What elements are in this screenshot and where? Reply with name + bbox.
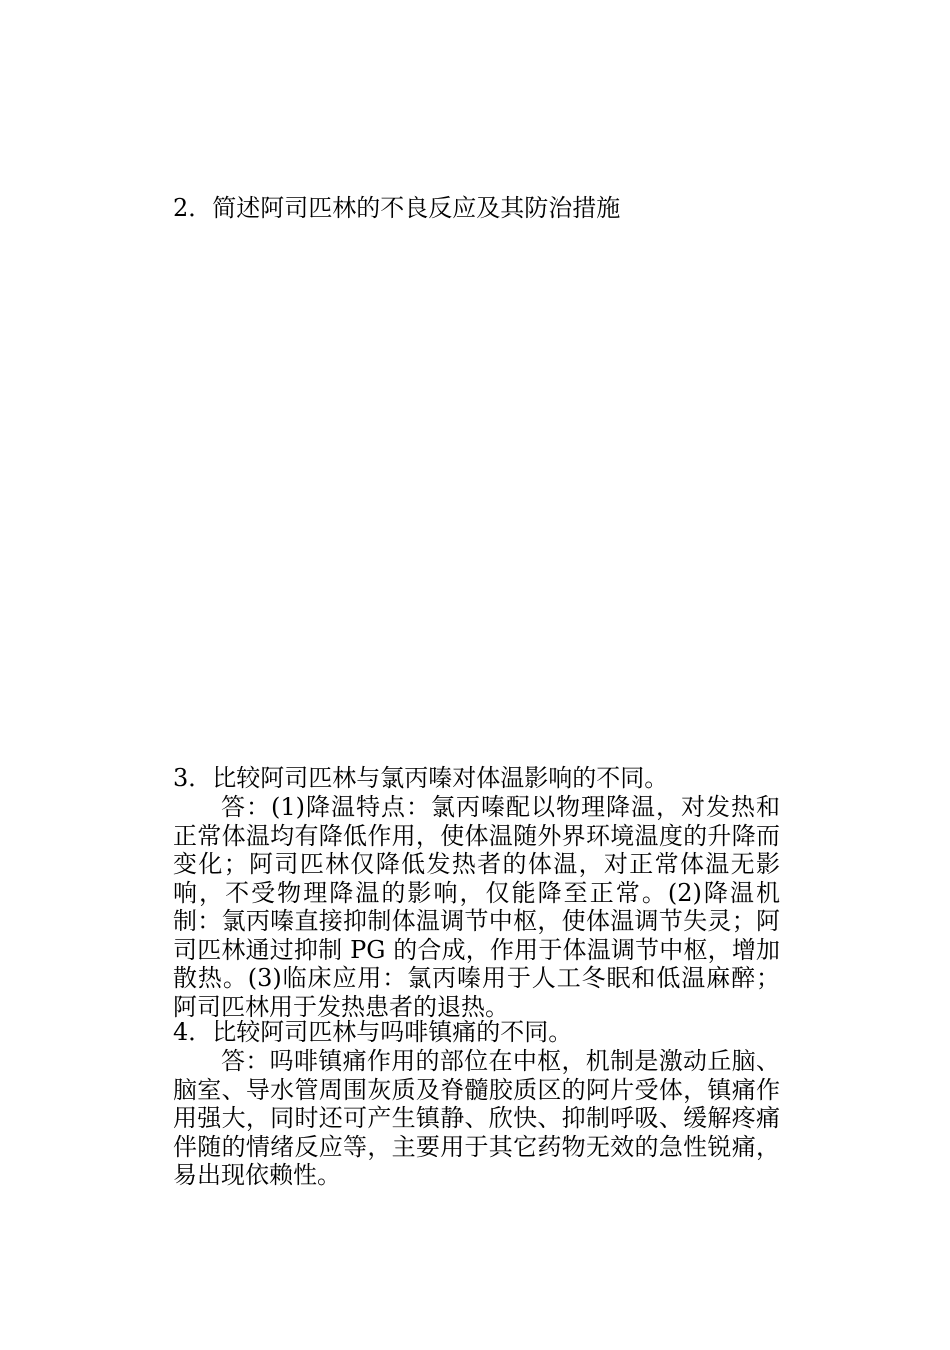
question-3-heading: 3．比较阿司匹林与氯丙嗪对体温影响的不同。 (173, 764, 669, 792)
question-3-answer: 答：(1)降温特点：氯丙嗪配以物理降温，对发热和正常体温均有降低作用，使体温随外界环境温度的升降而变化；阿司匹林仅降低发热者的体温，对正常体温无影响，不受物理降温的影响，仅能降至正常。(2)降温机制：氯丙嗪直接抑制体温调节中枢，使体温调节失灵；阿司匹林通过抑制 PG 的合成，作用于体温调节中枢，增加散热。(3)临床应用：氯丙嗪用于人工冬眠和低温麻醉；阿司匹林用于发热患者的退热。 (173, 793, 780, 1021)
question-4-answer: 答：吗啡镇痛作用的部位在中枢，机制是激动丘脑、脑室、导水管周围灰质及脊髓胶质区的阿片受体，镇痛作用强大，同时还可产生镇静、欣快、抑制呼吸、缓解疼痛伴随的情绪反应等，主要用于其它药物无效的急性锐痛，易出现依赖性。 (173, 1047, 780, 1189)
question-4-block (173, 1018, 813, 1190)
question-4-heading: 4．比较阿司匹林与吗啡镇痛的不同。 (173, 1018, 573, 1046)
question-2-heading: 2．简述阿司匹林的不良反应及其防治措施 (173, 194, 621, 222)
